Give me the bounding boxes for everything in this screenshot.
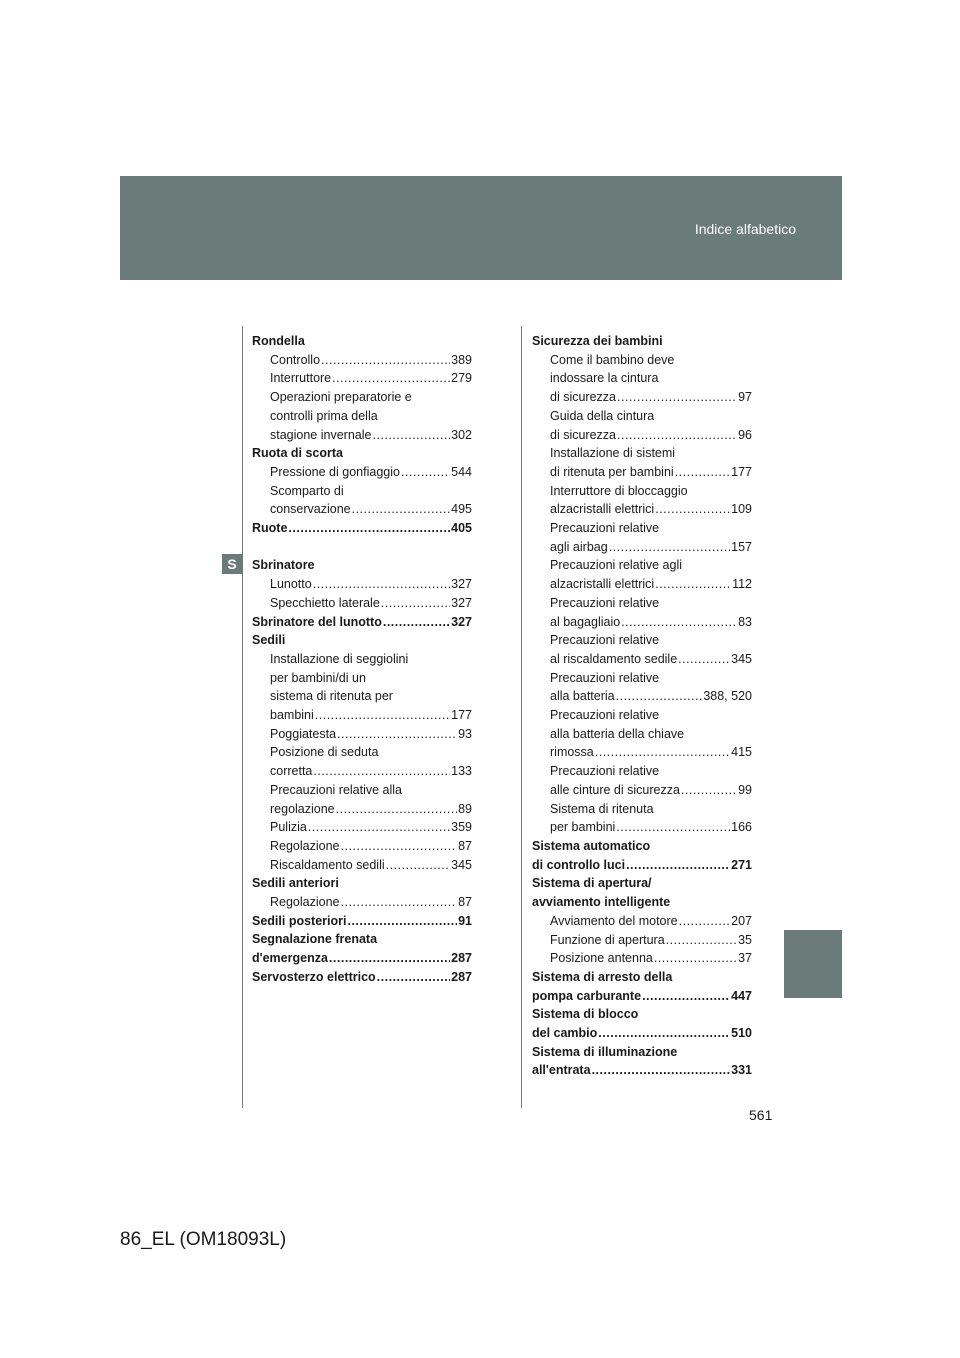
index-term: Precauzioni relative bbox=[550, 764, 660, 779]
index-line-with-page bbox=[270, 818, 472, 837]
page-reference: 345 bbox=[451, 857, 472, 872]
index-term: Ruote bbox=[252, 521, 288, 536]
index-subentry bbox=[532, 800, 752, 837]
page-reference: 388, 520 bbox=[703, 689, 752, 704]
index-line-with-page bbox=[550, 949, 752, 968]
page-reference: 99 bbox=[738, 782, 752, 797]
index-term: Operazioni preparatorie e bbox=[270, 390, 412, 405]
index-line-with-page bbox=[270, 575, 472, 594]
index-term: per bambini bbox=[550, 820, 616, 835]
index-term: alzacristalli elettrici bbox=[550, 577, 655, 592]
dot-leader bbox=[626, 856, 730, 875]
index-term: di sicurezza bbox=[550, 427, 616, 442]
index-line-with-page bbox=[550, 426, 752, 445]
index-heading bbox=[532, 332, 752, 351]
index-line-with-page bbox=[270, 369, 472, 388]
index-term: Installazione di seggiolini bbox=[270, 651, 409, 666]
index-subentry bbox=[532, 912, 752, 931]
index-line-with-page bbox=[270, 500, 472, 519]
index-term: Interruttore bbox=[270, 371, 332, 386]
dot-leader bbox=[313, 575, 450, 594]
index-term: pompa carburante bbox=[532, 988, 642, 1003]
index-subentry bbox=[532, 594, 752, 631]
page-reference: 327 bbox=[451, 577, 472, 592]
index-heading bbox=[252, 444, 472, 463]
index-subentry bbox=[252, 856, 472, 875]
page-reference: 35 bbox=[738, 932, 752, 947]
index-column-right bbox=[532, 332, 752, 1080]
header-band bbox=[120, 176, 842, 280]
dot-leader bbox=[308, 818, 450, 837]
dot-leader bbox=[315, 706, 450, 725]
left-column-rule bbox=[242, 326, 243, 1108]
index-line-with-page bbox=[550, 781, 752, 800]
page-reference: 83 bbox=[738, 614, 752, 629]
page-reference: 345 bbox=[731, 651, 752, 666]
dot-leader bbox=[337, 725, 457, 744]
index-subentry bbox=[252, 482, 472, 519]
index-subentry bbox=[532, 444, 752, 481]
index-term: Precauzioni relative bbox=[550, 670, 660, 685]
index-heading bbox=[252, 332, 472, 351]
index-line-with-page bbox=[550, 500, 752, 519]
dot-leader bbox=[679, 912, 731, 931]
page-reference: 97 bbox=[738, 390, 752, 405]
dot-leader bbox=[288, 519, 450, 538]
index-subentry bbox=[532, 706, 752, 762]
index-subentry bbox=[252, 781, 472, 818]
dot-leader bbox=[655, 500, 730, 519]
index-term: bambini bbox=[270, 708, 314, 723]
index-term: agli airbag bbox=[550, 539, 608, 554]
index-term: avviamento intelligente bbox=[532, 895, 671, 910]
page-reference: 389 bbox=[451, 352, 472, 367]
index-term: all'entrata bbox=[532, 1063, 591, 1078]
page-reference: 279 bbox=[451, 371, 472, 386]
dot-leader bbox=[336, 800, 457, 819]
dot-leader bbox=[609, 538, 730, 557]
index-subentry bbox=[252, 837, 472, 856]
page-reference: 112 bbox=[732, 577, 752, 592]
index-term: del cambio bbox=[532, 1026, 598, 1041]
index-term: Scomparto di bbox=[270, 483, 344, 498]
index-term: Precauzioni relative alla bbox=[270, 782, 403, 797]
dot-leader bbox=[595, 743, 730, 762]
index-line-with-page bbox=[550, 687, 752, 706]
index-term: d'emergenza bbox=[252, 951, 328, 966]
index-line-with-page bbox=[532, 856, 752, 875]
index-term: di ritenuta per bambini bbox=[550, 464, 674, 479]
dot-leader bbox=[401, 463, 450, 482]
header-title: Indice alfabetico bbox=[694, 221, 796, 237]
dot-leader bbox=[321, 351, 450, 370]
right-column-rule bbox=[521, 326, 522, 1108]
index-line-with-page bbox=[270, 856, 472, 875]
dot-leader bbox=[383, 613, 450, 632]
index-term: alla batteria della chiave bbox=[550, 726, 685, 741]
page-reference: 133 bbox=[451, 764, 472, 779]
index-term: Riscaldamento sedili bbox=[270, 857, 385, 872]
index-line-with-page bbox=[550, 613, 752, 632]
index-term: Regolazione bbox=[270, 895, 340, 910]
dot-leader bbox=[341, 837, 458, 856]
page-reference: 271 bbox=[731, 857, 752, 872]
index-subentry bbox=[252, 725, 472, 744]
dot-leader bbox=[616, 818, 730, 837]
dot-leader bbox=[655, 575, 731, 594]
index-line-with-page bbox=[532, 987, 752, 1006]
index-subentry bbox=[252, 369, 472, 388]
index-subentry bbox=[532, 556, 752, 593]
index-term: Pressione di gonfiaggio bbox=[270, 464, 400, 479]
page-reference: 91 bbox=[458, 913, 472, 928]
index-line-with-page bbox=[550, 388, 752, 407]
dot-leader bbox=[598, 1024, 730, 1043]
index-term: alzacristalli elettrici bbox=[550, 502, 655, 517]
dot-leader bbox=[332, 369, 450, 388]
index-line-with-page bbox=[550, 931, 752, 950]
index-term: stagione invernale bbox=[270, 427, 372, 442]
index-subentry bbox=[532, 949, 752, 968]
dot-leader bbox=[592, 1061, 731, 1080]
index-subentry bbox=[532, 631, 752, 668]
index-term: di sicurezza bbox=[550, 390, 616, 405]
page-reference: 177 bbox=[451, 708, 472, 723]
index-subentry bbox=[252, 463, 472, 482]
index-term: Sedili bbox=[252, 633, 286, 648]
index-line-with-page bbox=[270, 837, 472, 856]
index-term: conservazione bbox=[270, 502, 351, 517]
index-term: Sedili posteriori bbox=[252, 913, 347, 928]
index-heading bbox=[252, 613, 472, 632]
index-term: al bagagliaio bbox=[550, 614, 621, 629]
index-term: al riscaldamento sedile bbox=[550, 651, 678, 666]
index-term: Avviamento del motore bbox=[550, 913, 678, 928]
dot-leader bbox=[329, 949, 450, 968]
page-reference: 89 bbox=[458, 801, 472, 816]
page-reference: 415 bbox=[731, 745, 752, 760]
index-term: alla batteria bbox=[550, 689, 615, 704]
page-reference: 447 bbox=[731, 988, 752, 1003]
index-term: Lunotto bbox=[270, 577, 312, 592]
index-subentry bbox=[532, 482, 752, 519]
index-line-with-page bbox=[550, 650, 752, 669]
index-line-with-page bbox=[270, 762, 472, 781]
index-subentry bbox=[532, 669, 752, 706]
page-reference: 177 bbox=[731, 464, 752, 479]
page-reference: 405 bbox=[451, 521, 472, 536]
index-term: Sedili anteriori bbox=[252, 876, 339, 891]
page-reference: 287 bbox=[451, 951, 472, 966]
index-term: Sicurezza dei bambini bbox=[532, 334, 663, 348]
index-line-with-page bbox=[270, 893, 472, 912]
page-reference: 93 bbox=[458, 726, 472, 741]
index-subentry bbox=[532, 351, 752, 407]
index-term: Sistema automatico bbox=[532, 838, 651, 853]
page-reference: 327 bbox=[451, 614, 472, 629]
dot-leader bbox=[678, 650, 730, 669]
dot-leader bbox=[654, 949, 737, 968]
index-heading bbox=[252, 519, 472, 538]
index-term: Ruota di scorta bbox=[252, 446, 343, 461]
index-term: Sistema di arresto della bbox=[532, 969, 673, 984]
index-term: Controllo bbox=[270, 352, 321, 367]
index-term: Sbrinatore del lunotto bbox=[252, 614, 382, 629]
index-term: Precauzioni relative agli bbox=[550, 558, 683, 573]
index-subentry bbox=[532, 519, 752, 556]
index-line-with-page bbox=[270, 594, 472, 613]
dot-leader bbox=[621, 613, 737, 632]
index-term: corretta bbox=[270, 764, 313, 779]
index-term: Segnalazione frenata bbox=[252, 932, 378, 947]
dot-leader bbox=[372, 426, 450, 445]
index-subentry bbox=[252, 650, 472, 725]
dot-leader bbox=[341, 893, 458, 912]
index-subentry bbox=[252, 818, 472, 837]
index-heading bbox=[252, 930, 472, 967]
index-line-with-page bbox=[270, 351, 472, 370]
page-reference: 157 bbox=[731, 539, 752, 554]
index-line-with-page bbox=[270, 463, 472, 482]
dot-leader bbox=[616, 687, 703, 706]
dot-leader bbox=[377, 968, 450, 987]
index-term: rimossa bbox=[550, 745, 594, 760]
index-term: Sistema di blocco bbox=[532, 1007, 639, 1022]
page-number: 561 bbox=[749, 1107, 773, 1123]
index-term: Regolazione bbox=[270, 838, 340, 853]
index-term: Sistema di apertura/ bbox=[532, 876, 652, 891]
index-term: Precauzioni relative bbox=[550, 595, 660, 610]
page-reference: 302 bbox=[451, 427, 472, 442]
index-line-with-page bbox=[252, 968, 472, 987]
index-term: Precauzioni relative bbox=[550, 521, 660, 536]
index-heading bbox=[532, 1043, 752, 1080]
page-reference: 331 bbox=[731, 1063, 752, 1078]
page-reference: 96 bbox=[738, 427, 752, 442]
index-term: sistema di ritenuta per bbox=[270, 689, 393, 704]
dot-leader bbox=[617, 388, 737, 407]
dot-leader bbox=[381, 594, 450, 613]
index-line-with-page bbox=[252, 949, 472, 968]
index-term: indossare la cintura bbox=[550, 371, 659, 386]
index-line-with-page bbox=[550, 912, 752, 931]
index-line-with-page bbox=[270, 426, 472, 445]
dot-leader bbox=[313, 762, 450, 781]
dot-leader bbox=[642, 987, 730, 1006]
page-reference: 87 bbox=[458, 838, 472, 853]
dot-leader bbox=[386, 856, 451, 875]
index-column-left bbox=[252, 332, 472, 987]
index-term: Come il bambino deve bbox=[550, 352, 675, 367]
index-line-with-page bbox=[252, 613, 472, 632]
index-term: per bambini/di un bbox=[270, 670, 366, 685]
index-line-with-page bbox=[270, 706, 472, 725]
index-heading bbox=[252, 874, 472, 893]
page-reference: 510 bbox=[731, 1026, 752, 1041]
index-term: Sistema di illuminazione bbox=[532, 1044, 678, 1059]
index-line-with-page bbox=[550, 818, 752, 837]
index-subentry bbox=[252, 388, 472, 444]
index-heading bbox=[532, 968, 752, 1005]
index-subentry bbox=[532, 762, 752, 799]
index-heading bbox=[252, 631, 472, 650]
index-line-with-page bbox=[252, 519, 472, 538]
dot-leader bbox=[352, 500, 451, 519]
index-line-with-page bbox=[550, 538, 752, 557]
index-heading bbox=[252, 968, 472, 987]
index-subentry bbox=[532, 407, 752, 444]
index-term: Poggiatesta bbox=[270, 726, 337, 741]
index-subentry bbox=[252, 743, 472, 780]
index-term: Funzione di apertura bbox=[550, 932, 665, 947]
index-subentry bbox=[252, 351, 472, 370]
index-term: Rondella bbox=[252, 334, 305, 348]
index-heading bbox=[252, 912, 472, 931]
index-heading bbox=[532, 1005, 752, 1042]
index-term: Pulizia bbox=[270, 820, 307, 835]
index-term: di controllo luci bbox=[532, 857, 626, 872]
index-line-with-page bbox=[532, 1061, 752, 1080]
index-term: Interruttore di bloccaggio bbox=[550, 483, 688, 498]
side-thumb-tab bbox=[784, 930, 842, 998]
index-line-with-page bbox=[270, 725, 472, 744]
index-subentry bbox=[252, 575, 472, 594]
page-reference: 166 bbox=[731, 820, 752, 835]
index-line-with-page bbox=[270, 800, 472, 819]
index-term: Precauzioni relative bbox=[550, 708, 660, 723]
page-reference: 87 bbox=[458, 895, 472, 910]
index-heading bbox=[532, 837, 752, 874]
index-term: Specchietto laterale bbox=[270, 595, 380, 610]
index-term: Precauzioni relative bbox=[550, 633, 660, 648]
page-reference: 544 bbox=[451, 464, 472, 479]
index-term: Posizione di seduta bbox=[270, 745, 379, 760]
index-term: Guida della cintura bbox=[550, 408, 655, 423]
index-subentry bbox=[252, 893, 472, 912]
index-term: Posizione antenna bbox=[550, 951, 653, 966]
index-term: Installazione di sistemi bbox=[550, 446, 676, 461]
index-line-with-page bbox=[550, 575, 752, 594]
section-letter-tab: S bbox=[222, 554, 242, 574]
dot-leader bbox=[666, 931, 737, 950]
page-reference: 287 bbox=[451, 969, 472, 984]
dot-leader bbox=[675, 463, 730, 482]
page-reference: 207 bbox=[731, 913, 752, 928]
index-term: Sbrinatore bbox=[252, 558, 315, 573]
index-term: Sistema di ritenuta bbox=[550, 801, 654, 816]
dot-leader bbox=[347, 912, 457, 931]
footer-code: 86_EL (OM18093L) bbox=[120, 1229, 287, 1250]
dot-leader bbox=[617, 426, 737, 445]
page-reference: 327 bbox=[451, 595, 472, 610]
index-line-with-page bbox=[550, 743, 752, 762]
index-heading bbox=[532, 874, 752, 911]
page-reference: 359 bbox=[451, 820, 472, 835]
index-term: alle cinture di sicurezza bbox=[550, 782, 680, 797]
index-term: Servosterzo elettrico bbox=[252, 969, 376, 984]
page-reference: 109 bbox=[731, 502, 752, 517]
page-reference: 495 bbox=[451, 502, 472, 517]
index-line-with-page bbox=[532, 1024, 752, 1043]
page-reference: 37 bbox=[738, 951, 752, 966]
index-term: regolazione bbox=[270, 801, 335, 816]
dot-leader bbox=[681, 781, 737, 800]
index-line-with-page bbox=[252, 912, 472, 931]
index-subentry bbox=[252, 594, 472, 613]
index-subentry bbox=[532, 931, 752, 950]
index-heading bbox=[252, 556, 472, 575]
index-term: controlli prima della bbox=[270, 408, 378, 423]
index-line-with-page bbox=[550, 463, 752, 482]
